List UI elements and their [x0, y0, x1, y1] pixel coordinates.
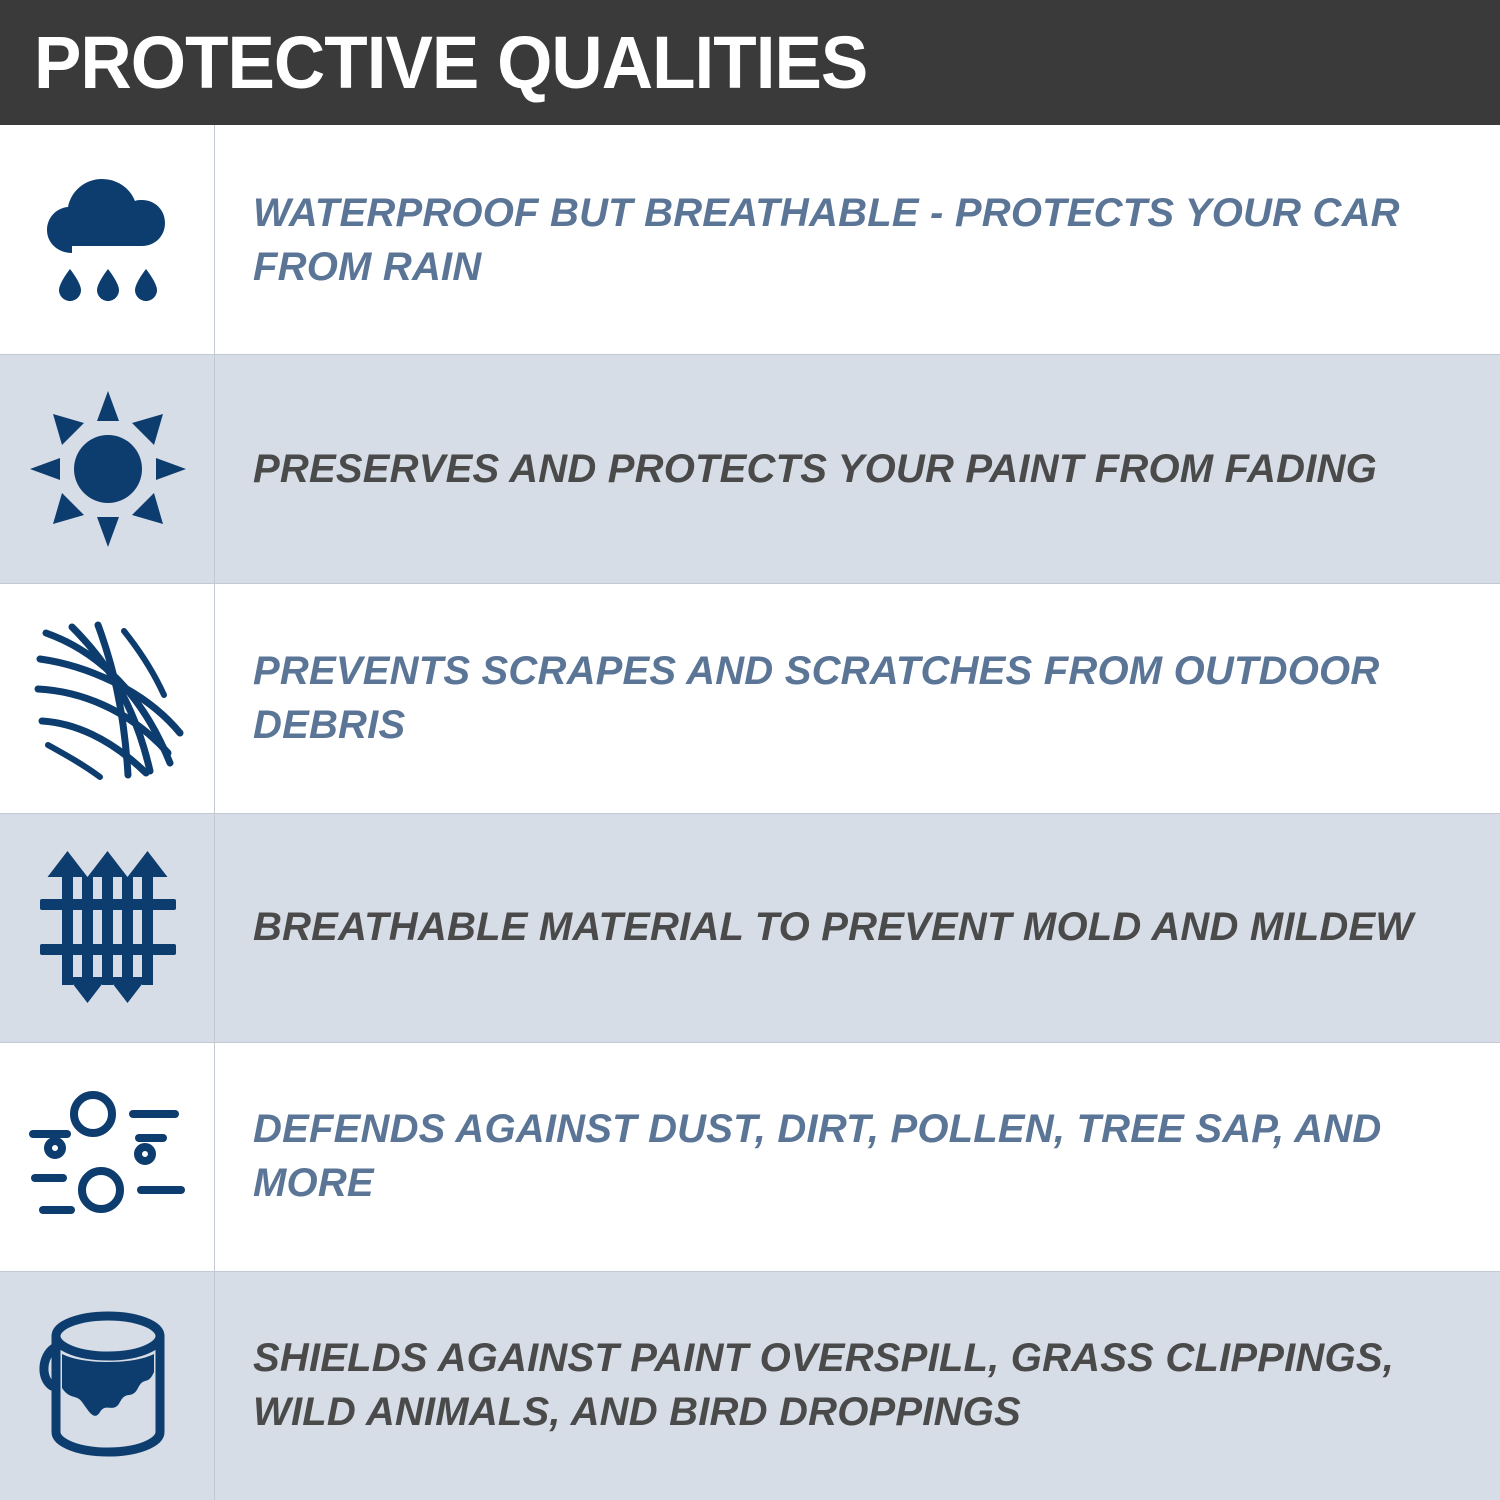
icon-cell	[0, 583, 215, 812]
list-item	[0, 354, 1500, 583]
scratch-net-icon	[28, 613, 188, 783]
page-title: PROTECTIVE QUALITIES	[34, 20, 868, 104]
icon-cell	[0, 1271, 215, 1500]
list-item	[0, 1271, 1500, 1500]
list-item-label: PRESERVES AND PROTECTS YOUR PAINT FROM FADING	[253, 446, 1377, 491]
list-item-label: PREVENTS SCRAPES AND SCRATCHES FROM OUTDOOR DEBRIS	[253, 648, 1380, 747]
text-cell	[215, 354, 1500, 583]
list-item	[0, 125, 1500, 354]
paint-can-icon	[28, 1300, 188, 1470]
list-item	[0, 583, 1500, 812]
breathable-airflow-icon	[28, 847, 188, 1007]
dust-particles-icon	[23, 1086, 193, 1226]
list-item-label: WATERPROOF BUT BREATHABLE - PROTECTS YOUR CAR FROM RAIN	[253, 190, 1400, 289]
header-bar	[0, 0, 1500, 125]
list-item	[0, 1042, 1500, 1271]
icon-cell	[0, 813, 215, 1042]
icon-cell	[0, 354, 215, 583]
qualities-list	[0, 125, 1500, 1500]
icon-cell	[0, 1042, 215, 1271]
icon-cell	[0, 125, 215, 354]
text-cell	[215, 813, 1500, 1042]
text-cell	[215, 1042, 1500, 1271]
rain-cloud-icon	[28, 165, 188, 315]
list-item-label: DEFENDS AGAINST DUST, DIRT, POLLEN, TREE SAP, AND MORE	[253, 1107, 1382, 1206]
text-cell	[215, 125, 1500, 354]
sun-icon	[28, 389, 188, 549]
text-cell	[215, 1271, 1500, 1500]
text-cell	[215, 583, 1500, 812]
list-item-label: BREATHABLE MATERIAL TO PREVENT MOLD AND MILDEW	[253, 905, 1414, 950]
list-item-label: SHIELDS AGAINST PAINT OVERSPILL, GRASS CLIPPINGS, WILD ANIMALS, AND BIRD DROPPINGS	[253, 1336, 1395, 1435]
list-item	[0, 813, 1500, 1042]
